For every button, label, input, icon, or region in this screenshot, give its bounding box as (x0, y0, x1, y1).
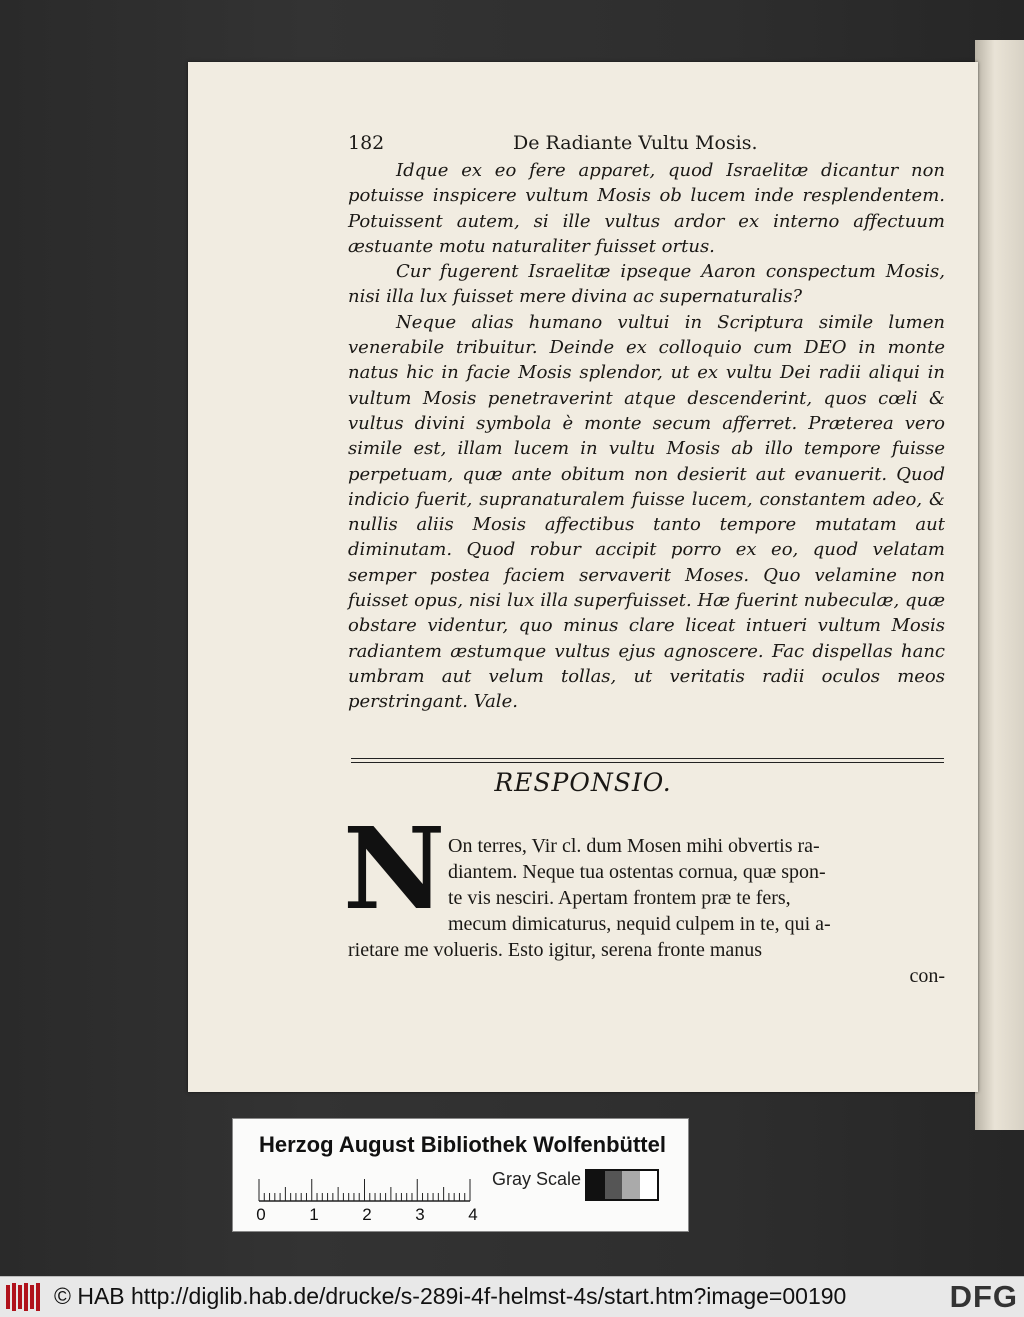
ruler-numbers (257, 1205, 497, 1225)
ruler-scale (257, 1171, 472, 1203)
running-head (348, 132, 933, 160)
library-name: Herzog August Bibliothek Wolfenbüttel (259, 1132, 666, 1157)
response-line: te vis nesciri. Apertam frontem præ te fers, (448, 887, 791, 909)
divider-rule-top (351, 758, 944, 759)
gray-scale-label: Gray Scale (492, 1169, 582, 1189)
adjacent-page-edge (975, 40, 1024, 1130)
color-reference-card (232, 1118, 689, 1232)
swatch-white (640, 1171, 658, 1199)
swatch-dark-gray (605, 1171, 623, 1199)
swatch-black (587, 1171, 605, 1199)
book-page (188, 62, 978, 1092)
drop-cap: N (343, 804, 446, 935)
divider-rule-bottom (351, 762, 944, 763)
running-title: De Radiante Vultu Mosis. (513, 132, 758, 154)
swatch-light-gray (622, 1171, 640, 1199)
section-heading: RESPONSIO. (494, 768, 672, 797)
letter-text (348, 158, 945, 715)
ruler-number: 2 (362, 1205, 372, 1224)
paragraph-3: Neque alias humano vultui in Scriptura simile lumen venerabile tribuitur. Deinde ex colloquio cum DEO in monte natus hic in facie Mosis splendor, ut ex vultu Dei radii aliqui in vultum Mosis penetraverint atque descenderint, quos cœli & vultus divini symbola è monte secum afferret. Præterea vero simile est, illam lucem in vultu Mosis ab illo tempore fuisse perpetuam, quæ ante obitum non desierit aut evanuerit. Quod indicio fuerit, supranaturalem fuisse lucem, constantem adeo, & nullis aliis Mosis affectibus tanto tempore mutatam aut diminutam. Quod robur accipit porro ex eo, quod velatam semper postea faciem servaverit Moses. Quo velamine non fuisset opus, nisi lux illa superfuisset. Hæ fuerint nubeculæ, quæ obstare videntur, quo minus clare liceat intueri vultum Mosis radiantem æstumque vultus ejus agnoscere. Fac dispellas hanc umbram aut velum tollas, ut veritatis radii oculos meos perstringant. Vale. (348, 311, 945, 713)
source-link[interactable]: © HAB http://diglib.hab.de/drucke/s-289i-4f-helmst-4s/start.htm?image=00190 (54, 1283, 847, 1309)
footer-bar (0, 1276, 1024, 1317)
paragraph-1: Idque ex eo fere apparet, quod Israelitæ dicantur non potuisse inspicere vultum Mosis ob lucem inde resplendentem. Potuissent autem, si ille vultus ardor ex interno affectuum æstuante motu naturaliter fuisset ortus. (348, 160, 945, 257)
response-line: diantem. Neque tua ostentas cornua, quæ spon- (448, 861, 826, 883)
catchword: con- (909, 965, 945, 987)
ruler-number: 3 (415, 1205, 425, 1224)
ruler-number: 1 (309, 1205, 319, 1224)
hab-logo-icon (5, 1282, 45, 1312)
response-text (348, 833, 945, 989)
dfg-logo: DFG (949, 1279, 1018, 1314)
page-number: 182 (348, 132, 385, 154)
response-line: On terres, Vir cl. dum Mosen mihi obvertis ra- (448, 835, 820, 857)
paragraph-2: Cur fugerent Israelitæ ipseque Aaron conspectum Mosis, nisi illa lux fuisset mere divina ac supernaturalis? (348, 261, 945, 308)
response-line: rietare me volueris. Esto igitur, serena fronte manus (348, 939, 763, 961)
ruler-number: 4 (468, 1205, 478, 1224)
ruler-number: 0 (256, 1205, 266, 1224)
gray-scale-swatch (585, 1169, 659, 1201)
response-line: mecum dimicaturus, nequid culpem in te, qui a- (448, 913, 831, 935)
